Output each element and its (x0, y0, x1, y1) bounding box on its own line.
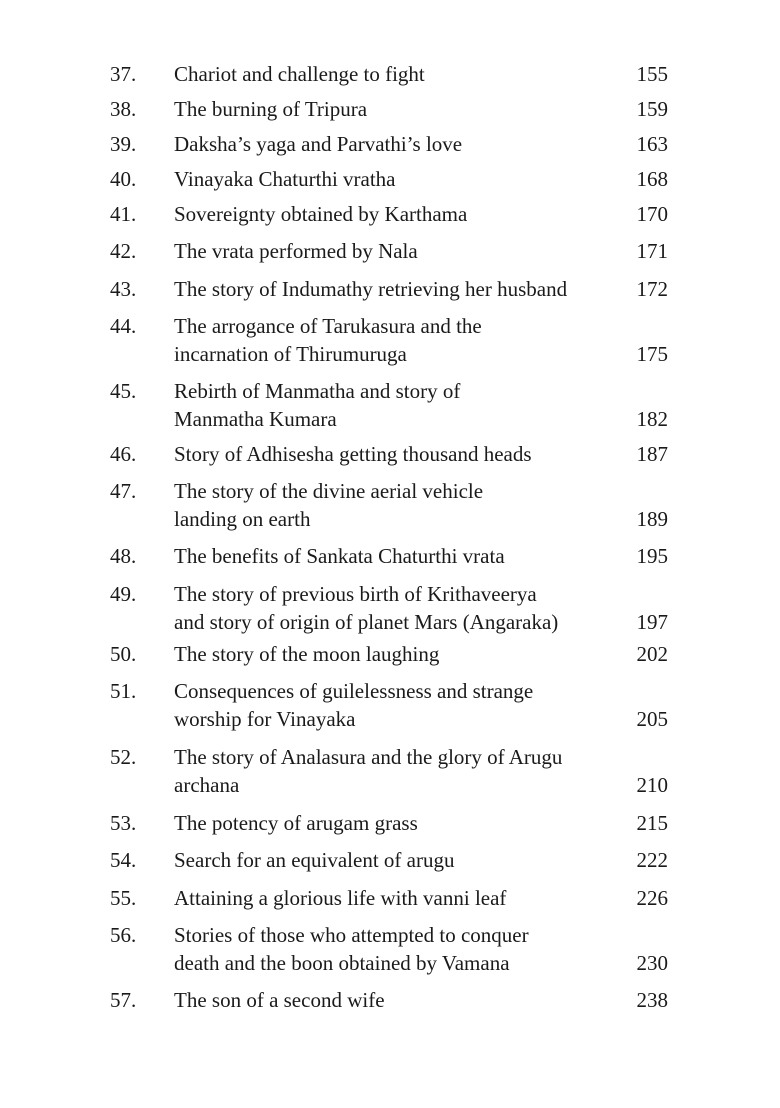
entry-title (174, 580, 624, 636)
entry-title-line: Stories of those who attempted to conquer (174, 923, 529, 947)
entry-title (174, 542, 624, 570)
entry-page: 197 (636, 610, 668, 634)
entry-page: 171 (636, 239, 668, 263)
entry-title (174, 846, 624, 874)
entry-title-line: death and the boon obtained by Vamana (174, 951, 510, 975)
entry-number: 41. (110, 202, 137, 226)
entry-title-line: The story of Indumathy retrieving her husband (174, 277, 568, 301)
entry-title-line: Vinayaka Chaturthi vratha (174, 167, 396, 191)
entry-number: 37. (110, 62, 137, 86)
entry-title-line: Story of Adhisesha getting thousand heads (174, 442, 532, 466)
entry-page: 182 (636, 407, 668, 431)
entry-title (174, 743, 624, 799)
entry-title-line: The burning of Tripura (174, 97, 368, 121)
entry-title-line: The son of a second wife (174, 988, 385, 1012)
entry-title (174, 377, 624, 433)
entry-number: 53. (110, 811, 137, 835)
entry-title (174, 677, 624, 733)
entry-number: 54. (110, 848, 137, 872)
entry-number: 49. (110, 582, 137, 606)
entry-page: 187 (636, 442, 668, 466)
entry-title (174, 640, 624, 668)
entry-title-line: The arrogance of Tarukasura and the (174, 314, 482, 338)
entry-page: 170 (636, 202, 668, 226)
entry-page: 155 (636, 62, 668, 86)
entry-title-line: The benefits of Sankata Chaturthi vrata (174, 544, 505, 568)
entry-title (174, 200, 624, 228)
entry-page: 168 (636, 167, 668, 191)
entry-number: 40. (110, 167, 137, 191)
entry-title-line: and story of origin of planet Mars (Angaraka) (174, 610, 559, 634)
entry-page: 189 (636, 507, 668, 531)
entry-page: 230 (636, 951, 668, 975)
entry-page: 163 (636, 132, 668, 156)
entry-title-line: The story of the moon laughing (174, 642, 440, 666)
entry-title (174, 921, 624, 977)
entry-title (174, 312, 624, 368)
entry-title-line: Consequences of guilelessness and strange (174, 679, 534, 703)
entry-title-line: The vrata performed by Nala (174, 239, 418, 263)
entry-title-line: The potency of arugam grass (174, 811, 418, 835)
entry-title-line: The story of previous birth of Krithaveerya (174, 582, 537, 606)
entry-number: 43. (110, 277, 137, 301)
entry-title-line: The story of the divine aerial vehicle (174, 479, 484, 503)
entry-title-line: Search for an equivalent of arugu (174, 848, 455, 872)
entry-page: 238 (636, 988, 668, 1012)
entry-title-line: Rebirth of Manmatha and story of (174, 379, 461, 403)
entry-title-line: Daksha’s yaga and Parvathi’s love (174, 132, 463, 156)
entry-number: 48. (110, 544, 137, 568)
entry-title-line: Sovereignty obtained by Karthama (174, 202, 468, 226)
entry-title (174, 477, 624, 533)
entry-title (174, 884, 624, 912)
entry-title (174, 440, 624, 468)
entry-number: 51. (110, 679, 137, 703)
entry-number: 56. (110, 923, 137, 947)
entry-number: 47. (110, 479, 137, 503)
entry-title-line: Attaining a glorious life with vanni leaf (174, 886, 507, 910)
entry-title (174, 237, 624, 265)
entry-page: 202 (636, 642, 668, 666)
entry-number: 52. (110, 745, 137, 769)
entry-page: 175 (636, 342, 668, 366)
entry-page: 226 (636, 886, 668, 910)
entry-number: 38. (110, 97, 137, 121)
entry-title-line: archana (174, 773, 240, 797)
entry-title (174, 130, 624, 158)
entry-title (174, 275, 624, 303)
entry-title-line: Chariot and challenge to fight (174, 62, 425, 86)
entry-number: 46. (110, 442, 137, 466)
entry-title (174, 95, 624, 123)
entry-title (174, 60, 624, 88)
entry-title-line: worship for Vinayaka (174, 707, 356, 731)
entry-number: 57. (110, 988, 137, 1012)
entry-page: 222 (636, 848, 668, 872)
entry-page: 205 (636, 707, 668, 731)
entry-number: 50. (110, 642, 137, 666)
entry-number: 39. (110, 132, 137, 156)
entry-page: 210 (636, 773, 668, 797)
entry-number: 44. (110, 314, 137, 338)
entry-number: 45. (110, 379, 137, 403)
entry-title (174, 809, 624, 837)
entry-page: 172 (636, 277, 668, 301)
entry-page: 215 (636, 811, 668, 835)
entry-title-line: landing on earth (174, 507, 311, 531)
entry-title (174, 165, 624, 193)
entry-title (174, 986, 624, 1014)
entry-number: 55. (110, 886, 137, 910)
entry-title-line: Manmatha Kumara (174, 407, 337, 431)
entry-title-line: incarnation of Thirumuruga (174, 342, 407, 366)
entry-number: 42. (110, 239, 137, 263)
entry-page: 159 (636, 97, 668, 121)
entry-title-line: The story of Analasura and the glory of Arugu (174, 745, 563, 769)
entry-page: 195 (636, 544, 668, 568)
